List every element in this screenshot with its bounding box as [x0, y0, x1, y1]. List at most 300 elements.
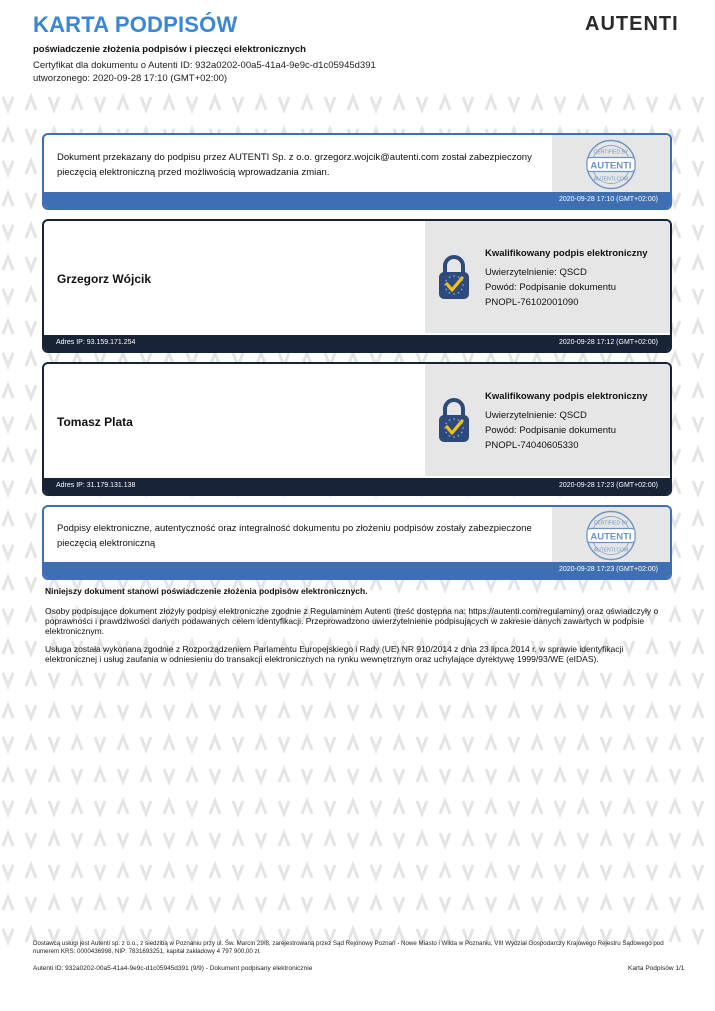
pattern-chevron: [95, 833, 105, 846]
pattern-chevron: [486, 833, 496, 846]
pattern-chevron: [302, 705, 312, 718]
pattern-chevron: [532, 801, 542, 814]
card-footer: [44, 192, 670, 208]
pattern-chevron: [279, 801, 289, 814]
pattern-chevron: [693, 609, 703, 622]
pattern-chevron: [118, 769, 128, 782]
pattern-chevron: [532, 769, 542, 782]
pattern-chevron: [670, 737, 680, 750]
pattern-chevron: [26, 705, 36, 718]
pattern-chevron: [72, 737, 82, 750]
pattern-chevron: [624, 801, 634, 814]
pattern-chevron: [141, 865, 151, 878]
pattern-chevron: [624, 97, 634, 110]
pattern-chevron: [486, 801, 496, 814]
pattern-chevron: [348, 737, 358, 750]
pattern-chevron: [463, 865, 473, 878]
pattern-chevron: [279, 833, 289, 846]
pattern-chevron: [256, 769, 266, 782]
pattern-chevron: [371, 833, 381, 846]
pattern-chevron: [670, 705, 680, 718]
pattern-chevron: [302, 737, 312, 750]
pattern-chevron: [601, 769, 611, 782]
pattern-chevron: [49, 705, 59, 718]
pattern-chevron: [670, 801, 680, 814]
pattern-chevron: [509, 97, 519, 110]
card-footer: [44, 478, 670, 494]
pattern-chevron: [164, 769, 174, 782]
pattern-chevron: [233, 833, 243, 846]
pattern-chevron: [693, 257, 703, 270]
pattern-chevron: [26, 673, 36, 686]
pattern-chevron: [279, 897, 289, 910]
signature-card: [42, 219, 672, 353]
pattern-chevron: [26, 641, 36, 654]
pattern-chevron: [279, 673, 289, 686]
pattern-chevron: [279, 97, 289, 110]
pattern-chevron: [348, 865, 358, 878]
pattern-chevron: [417, 769, 427, 782]
pattern-chevron: [693, 801, 703, 814]
pattern-chevron: [233, 897, 243, 910]
pattern-chevron: [210, 97, 220, 110]
pattern-chevron: [26, 353, 36, 366]
pattern-chevron: [486, 673, 496, 686]
pattern-chevron: [348, 801, 358, 814]
pattern-chevron: [26, 225, 36, 238]
pattern-chevron: [3, 289, 13, 302]
pattern-chevron: [555, 865, 565, 878]
pattern-chevron: [693, 897, 703, 910]
pattern-chevron: [118, 897, 128, 910]
pattern-chevron: [624, 897, 634, 910]
pattern-chevron: [233, 801, 243, 814]
pattern-chevron: [3, 513, 13, 526]
pattern-chevron: [256, 97, 266, 110]
pattern-chevron: [693, 833, 703, 846]
pattern-chevron: [532, 833, 542, 846]
pattern-chevron: [210, 865, 220, 878]
stamp-box: [552, 507, 670, 564]
pattern-chevron: [95, 97, 105, 110]
pattern-chevron: [302, 673, 312, 686]
pattern-chevron: [647, 705, 657, 718]
pattern-chevron: [601, 705, 611, 718]
pattern-chevron: [3, 417, 13, 430]
pattern-chevron: [3, 193, 13, 206]
pattern-chevron: [509, 673, 519, 686]
pattern-chevron: [486, 705, 496, 718]
pattern-chevron: [325, 673, 335, 686]
pattern-chevron: [440, 865, 450, 878]
pattern-chevron: [49, 673, 59, 686]
pattern-chevron: [693, 641, 703, 654]
pattern-chevron: [279, 705, 289, 718]
pattern-chevron: [233, 97, 243, 110]
pattern-chevron: [164, 801, 174, 814]
pattern-chevron: [233, 673, 243, 686]
pattern-chevron: [3, 865, 13, 878]
pattern-chevron: [417, 897, 427, 910]
pattern-chevron: [3, 385, 13, 398]
pattern-chevron: [187, 897, 197, 910]
pattern-chevron: [417, 865, 427, 878]
pattern-chevron: [578, 769, 588, 782]
pattern-chevron: [118, 673, 128, 686]
stamp-top-text: CERTIFIED BY: [593, 520, 629, 527]
pattern-chevron: [210, 833, 220, 846]
pattern-chevron: [647, 97, 657, 110]
pattern-chevron: [26, 385, 36, 398]
pattern-chevron: [670, 673, 680, 686]
pattern-chevron: [3, 897, 13, 910]
signer-name: Grzegorz Wójcik: [57, 272, 152, 286]
page-subtitle: poświadczenie złożenia podpisów i pieczęci elektronicznych: [33, 44, 306, 55]
pattern-chevron: [26, 609, 36, 622]
pattern-chevron: [187, 97, 197, 110]
pattern-chevron: [256, 865, 266, 878]
pattern-chevron: [624, 673, 634, 686]
pattern-chevron: [486, 97, 496, 110]
pattern-chevron: [647, 865, 657, 878]
pattern-chevron: [693, 225, 703, 238]
document-id-footer: Autenti ID: 932a0202-00a5-41a4-9e9c-d1c05945d391 (9/9) - Dokument podpisany elektronicznie: [33, 965, 313, 972]
pattern-chevron: [164, 705, 174, 718]
signature-reason: Powód: Podpisanie dokumentu: [485, 425, 616, 436]
pattern-chevron: [118, 737, 128, 750]
pattern-chevron: [3, 353, 13, 366]
pattern-chevron: [95, 737, 105, 750]
pattern-chevron: [72, 897, 82, 910]
pattern-chevron: [26, 193, 36, 206]
pattern-chevron: [302, 865, 312, 878]
pattern-chevron: [486, 737, 496, 750]
pattern-chevron: [440, 833, 450, 846]
pattern-chevron: [578, 737, 588, 750]
pattern-chevron: [256, 673, 266, 686]
lock-check-icon: [438, 397, 470, 443]
seal-card-bottom: [42, 505, 672, 580]
pattern-chevron: [440, 801, 450, 814]
pattern-chevron: [486, 897, 496, 910]
signature-card: [42, 362, 672, 496]
pattern-chevron: [693, 385, 703, 398]
pattern-chevron: [693, 289, 703, 302]
pattern-chevron: [693, 353, 703, 366]
timestamp: 2020-09-28 17:23 (GMT+02:00): [558, 566, 658, 573]
pattern-chevron: [463, 705, 473, 718]
pattern-chevron: [555, 97, 565, 110]
pattern-chevron: [3, 737, 13, 750]
pattern-chevron: [394, 769, 404, 782]
pattern-chevron: [3, 481, 13, 494]
pattern-chevron: [256, 705, 266, 718]
pattern-chevron: [26, 417, 36, 430]
pattern-chevron: [624, 737, 634, 750]
pattern-chevron: [440, 737, 450, 750]
pattern-chevron: [670, 897, 680, 910]
pattern-chevron: [256, 801, 266, 814]
pattern-chevron: [26, 865, 36, 878]
pattern-chevron: [670, 833, 680, 846]
ip-address: Adres IP: 93.159.171.254: [56, 339, 136, 346]
pattern-chevron: [26, 481, 36, 494]
pattern-chevron: [693, 481, 703, 494]
pattern-chevron: [693, 545, 703, 558]
pattern-chevron: [256, 897, 266, 910]
pattern-chevron: [3, 833, 13, 846]
pattern-chevron: [49, 97, 59, 110]
pattern-chevron: [417, 97, 427, 110]
pattern-chevron: [670, 353, 680, 366]
pattern-chevron: [3, 161, 13, 174]
pattern-chevron: [371, 673, 381, 686]
pattern-chevron: [394, 673, 404, 686]
pattern-chevron: [417, 705, 427, 718]
pattern-chevron: [371, 737, 381, 750]
pattern-chevron: [279, 769, 289, 782]
pattern-chevron: [509, 705, 519, 718]
pattern-chevron: [95, 769, 105, 782]
pattern-chevron: [164, 673, 174, 686]
pattern-chevron: [578, 705, 588, 718]
signature-auth: Uwierzytelnienie: QSCD: [485, 410, 587, 421]
certified-stamp-icon: [552, 135, 670, 194]
pattern-chevron: [210, 897, 220, 910]
page-number: Karta Podpisów 1/1: [628, 965, 685, 972]
pattern-chevron: [256, 737, 266, 750]
pattern-chevron: [348, 673, 358, 686]
pattern-chevron: [394, 897, 404, 910]
pattern-chevron: [302, 833, 312, 846]
pattern-chevron: [417, 737, 427, 750]
paragraph-regulations: Osoby podpisujące dokument złożyły podpisy elektroniczne zgodnie z Regulaminem Autenti (treść dostępna na: https://autenti.com/regulaminy) oraz oświadczyły o poprawności i prawdziwości danych podawanych celem identyfikacji. Przeprowadzono uwierzytelnienie podpisujących w zakresie danych zawartych w podpisie elektronicznym.: [45, 606, 659, 636]
timestamp: 2020-09-28 17:12 (GMT+02:00): [558, 339, 658, 346]
pattern-chevron: [233, 705, 243, 718]
timestamp: 2020-09-28 17:10 (GMT+02:00): [558, 196, 658, 203]
pattern-chevron: [302, 769, 312, 782]
pattern-chevron: [348, 833, 358, 846]
signature-details-panel: [425, 364, 670, 476]
pattern-chevron: [348, 97, 358, 110]
pattern-chevron: [26, 161, 36, 174]
pattern-chevron: [141, 833, 151, 846]
pattern-chevron: [670, 97, 680, 110]
pattern-chevron: [49, 769, 59, 782]
stamp-bottom-text: AUTENTI.COM: [593, 547, 629, 554]
pattern-chevron: [279, 737, 289, 750]
pattern-chevron: [3, 257, 13, 270]
pattern-chevron: [26, 577, 36, 590]
pattern-chevron: [233, 865, 243, 878]
pattern-chevron: [647, 769, 657, 782]
pattern-chevron: [3, 769, 13, 782]
pattern-chevron: [693, 577, 703, 590]
pattern-chevron: [463, 897, 473, 910]
pattern-chevron: [693, 865, 703, 878]
pattern-chevron: [647, 833, 657, 846]
stamp-brand: AUTENTI: [590, 160, 632, 172]
pattern-chevron: [440, 97, 450, 110]
pattern-chevron: [3, 321, 13, 334]
pattern-chevron: [555, 897, 565, 910]
pattern-chevron: [210, 769, 220, 782]
pattern-chevron: [233, 737, 243, 750]
pattern-chevron: [371, 897, 381, 910]
pattern-chevron: [164, 833, 174, 846]
pattern-chevron: [371, 97, 381, 110]
pattern-chevron: [233, 769, 243, 782]
pattern-chevron: [693, 513, 703, 526]
pattern-chevron: [325, 97, 335, 110]
statement: Niniejszy dokument stanowi poświadczenie złożenia podpisów elektronicznych.: [45, 586, 368, 596]
pattern-chevron: [624, 769, 634, 782]
pattern-chevron: [95, 801, 105, 814]
card-footer: [44, 562, 670, 578]
pattern-chevron: [302, 97, 312, 110]
pattern-chevron: [348, 769, 358, 782]
pattern-chevron: [532, 673, 542, 686]
pattern-chevron: [394, 865, 404, 878]
pattern-chevron: [72, 97, 82, 110]
certified-stamp-icon: [552, 507, 670, 564]
pattern-chevron: [325, 769, 335, 782]
pattern-chevron: [371, 865, 381, 878]
pattern-chevron: [26, 769, 36, 782]
ip-address: Adres IP: 31.179.131.138: [56, 482, 136, 489]
pattern-chevron: [532, 97, 542, 110]
pattern-chevron: [486, 865, 496, 878]
pattern-chevron: [532, 737, 542, 750]
pattern-chevron: [141, 897, 151, 910]
pattern-chevron: [49, 833, 59, 846]
pattern-chevron: [26, 257, 36, 270]
pattern-chevron: [463, 673, 473, 686]
pattern-chevron: [578, 833, 588, 846]
pattern-chevron: [693, 417, 703, 430]
pattern-chevron: [95, 865, 105, 878]
pattern-chevron: [601, 97, 611, 110]
pattern-chevron: [210, 801, 220, 814]
pattern-chevron: [118, 833, 128, 846]
pattern-chevron: [555, 673, 565, 686]
paragraph-eidas: Usługa została wykonana zgodnie z Rozporządzeniem Parlamentu Europejskiego i Rady (UE) NR 910/2014 z dnia 23 lipca 2014 r. w sprawie identyfikacji elektronicznej i usług zaufania w odniesieniu do transakcji elektronicznych na rynku wewnętrznym oraz uchylające dyrektywę 1999/93/WE (eIDAS).: [45, 644, 624, 664]
pattern-chevron: [187, 673, 197, 686]
pattern-chevron: [647, 801, 657, 814]
pattern-chevron: [509, 769, 519, 782]
pattern-chevron: [555, 833, 565, 846]
pattern-chevron: [164, 737, 174, 750]
card-footer: [44, 335, 670, 351]
pattern-chevron: [26, 897, 36, 910]
pattern-chevron: [555, 737, 565, 750]
pattern-chevron: [26, 833, 36, 846]
pattern-chevron: [532, 897, 542, 910]
pattern-chevron: [3, 609, 13, 622]
timestamp: 2020-09-28 17:23 (GMT+02:00): [558, 482, 658, 489]
pattern-chevron: [601, 673, 611, 686]
pattern-chevron: [210, 737, 220, 750]
pattern-chevron: [26, 321, 36, 334]
seal-message: Podpisy elektroniczne, autentyczność oraz integralność dokumentu po złożeniu podpisów zostały zabezpieczone pieczęcią elektroniczną: [57, 523, 532, 549]
pattern-chevron: [394, 705, 404, 718]
pattern-chevron: [486, 769, 496, 782]
pattern-chevron: [26, 129, 36, 142]
pattern-chevron: [463, 833, 473, 846]
autenti-logo: AUTENTI: [585, 13, 679, 35]
pattern-chevron: [26, 449, 36, 462]
pattern-chevron: [3, 97, 13, 110]
pattern-chevron: [693, 929, 703, 942]
pattern-chevron: [3, 577, 13, 590]
pattern-chevron: [141, 673, 151, 686]
pattern-chevron: [325, 897, 335, 910]
pattern-chevron: [141, 737, 151, 750]
pattern-chevron: [187, 769, 197, 782]
stamp-brand: AUTENTI: [590, 531, 632, 543]
pattern-chevron: [693, 449, 703, 462]
pattern-chevron: [348, 897, 358, 910]
pattern-chevron: [509, 737, 519, 750]
pattern-chevron: [302, 897, 312, 910]
pattern-chevron: [440, 769, 450, 782]
pattern-chevron: [578, 673, 588, 686]
provider-note: Dostawcą usługi jest Autenti sp. z o.o., z siedzibą w Poznaniu przy ul. Św. Marcin 29/8, zarejestrowaną przez Sąd Rejonowy Poznań - Nowe Miasto i Wilda w Poznaniu, VIII Wydział Gospodarczy Krajowego Rejestru Sądowego pod numerem KRS: 0000436998, NIP: 7831693251, kapitał zakładowy 4 797 900,00 zł.: [33, 940, 664, 955]
stamp-top-text: CERTIFIED BY: [593, 149, 629, 156]
pattern-chevron: [693, 161, 703, 174]
pattern-chevron: [26, 545, 36, 558]
stamp-bottom-text: AUTENTI.COM: [593, 176, 629, 183]
pattern-chevron: [72, 801, 82, 814]
pattern-chevron: [325, 737, 335, 750]
pattern-chevron: [624, 705, 634, 718]
pattern-chevron: [578, 97, 588, 110]
pattern-chevron: [95, 897, 105, 910]
pattern-chevron: [693, 769, 703, 782]
pattern-chevron: [187, 705, 197, 718]
pattern-chevron: [693, 97, 703, 110]
pattern-chevron: [141, 801, 151, 814]
pattern-chevron: [256, 833, 266, 846]
seal-message: Dokument przekazany do podpisu przez AUTENTI Sp. z o.o. grzegorz.wojcik@autenti.com został zabezpieczony pieczęcią elektroniczną przed możliwością wprowadzania zmian.: [57, 152, 532, 178]
pattern-chevron: [3, 641, 13, 654]
pattern-chevron: [647, 673, 657, 686]
pattern-chevron: [164, 865, 174, 878]
pattern-chevron: [532, 705, 542, 718]
pattern-chevron: [26, 737, 36, 750]
pattern-chevron: [3, 929, 13, 942]
seal-card-top: [42, 133, 672, 210]
pattern-chevron: [49, 897, 59, 910]
pattern-chevron: [509, 897, 519, 910]
pattern-chevron: [670, 769, 680, 782]
pattern-chevron: [72, 865, 82, 878]
pattern-chevron: [26, 289, 36, 302]
pattern-chevron: [3, 673, 13, 686]
created-line: utworzonego: 2020-09-28 17:10 (GMT+02:00): [33, 73, 228, 84]
pattern-chevron: [693, 673, 703, 686]
signature-details-panel: [425, 221, 670, 333]
pattern-chevron: [141, 705, 151, 718]
pattern-chevron: [578, 801, 588, 814]
lock-check-icon: [438, 254, 470, 300]
pattern-chevron: [118, 801, 128, 814]
pattern-chevron: [187, 865, 197, 878]
pattern-chevron: [72, 833, 82, 846]
signer-name: Tomasz Plata: [57, 415, 133, 429]
pattern-chevron: [371, 801, 381, 814]
pattern-chevron: [394, 801, 404, 814]
